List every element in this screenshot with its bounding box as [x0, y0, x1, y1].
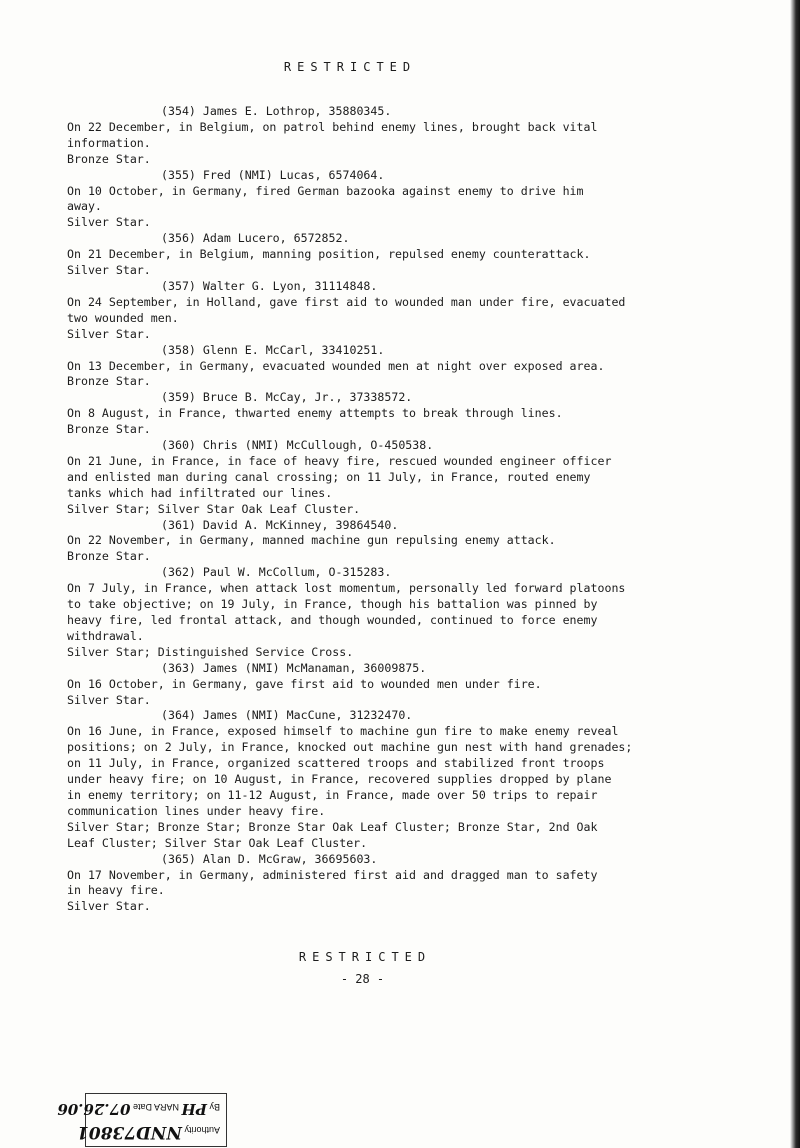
citation-list	[67, 104, 707, 915]
stamp-authority-label: Authority	[184, 1125, 220, 1135]
citation-recipient: (365) Alan D. McGraw, 36695603.	[161, 851, 378, 866]
citation-text-line: and enlisted man during canal crossing; on 11 July, in France, routed enemy	[67, 469, 591, 484]
citation-recipient: (361) David A. McKinney, 39864540.	[161, 517, 399, 532]
citation-text-line: information.	[67, 135, 151, 150]
citation-award: Silver Star.	[67, 215, 151, 230]
page-number: - 28 -	[340, 972, 385, 986]
citation-award: Bronze Star.	[67, 374, 151, 389]
citation-award: Bronze Star.	[67, 549, 151, 564]
citation-entry	[67, 343, 707, 391]
header-classification: RESTRICTED	[283, 60, 417, 74]
citation-award: Silver Star; Distinguished Service Cross.	[67, 644, 354, 659]
citation-text-line: On 22 December, in Belgium, on patrol behind enemy lines, brought back vital	[67, 119, 598, 134]
citation-entry	[67, 565, 707, 660]
citation-text-line: positions; on 2 July, in France, knocked out machine gun nest with hand grenades;	[67, 740, 633, 755]
citation-text-line: On 7 July, in France, when attack lost momentum, personally led forward platoons	[67, 581, 626, 596]
footer-classification: RESTRICTED	[298, 950, 432, 964]
citation-entry	[67, 168, 707, 232]
declassification-stamp	[57, 1093, 227, 1147]
stamp-authority	[77, 1122, 220, 1142]
citation-text-line: on 11 July, in France, organized scattered troops and stabilized front troops	[67, 756, 605, 771]
citation-award: Silver Star; Silver Star Oak Leaf Cluster.	[67, 501, 361, 516]
citation-recipient: (364) James (NMI) MacCune, 31232470.	[161, 708, 413, 723]
stamp-by-value: PH	[181, 1100, 207, 1118]
stamp-nara-label: NARA Date	[132, 1102, 179, 1112]
citation-entry	[67, 390, 707, 438]
citation-entry	[67, 852, 707, 916]
citation-recipient: (359) Bruce B. McCay, Jr., 37338572.	[161, 390, 413, 405]
citation-recipient: (354) James E. Lothrop, 35880345.	[161, 104, 392, 118]
citation-text-line: under heavy fire; on 10 August, in France, recovered supplies dropped by plane	[67, 772, 612, 787]
citation-recipient: (360) Chris (NMI) McCullough, O-450538.	[161, 438, 434, 453]
citation-text-line: to take objective; on 19 July, in France, though his battalion was pinned by	[67, 597, 598, 612]
citation-text-line: heavy fire, led frontal attack, and though wounded, continued to force enemy	[67, 613, 598, 627]
citation-entry	[67, 708, 707, 851]
citation-text-line: On 8 August, in France, thwarted enemy attempts to break through lines.	[67, 406, 563, 421]
citation-recipient: (357) Walter G. Lyon, 31114848.	[161, 278, 378, 293]
citation-text-line: On 16 June, in France, exposed himself to machine gun fire to make enemy reveal	[67, 724, 619, 739]
citation-text-line: On 21 December, in Belgium, manning position, repulsed enemy counterattack.	[67, 247, 591, 262]
citation-recipient: (363) James (NMI) McManaman, 36009875.	[161, 660, 427, 675]
citation-award: Silver Star.	[67, 692, 151, 707]
stamp-authority-value: NND73801	[76, 1122, 182, 1142]
citation-entry	[67, 231, 707, 279]
citation-award: Silver Star.	[67, 899, 151, 914]
citation-text-line: in heavy fire.	[67, 883, 165, 898]
citation-text-line: Silver Star; Bronze Star; Bronze Star Oak Leaf Cluster; Bronze Star, 2nd Oak	[67, 819, 598, 834]
citation-text-line: On 17 November, in Germany, administered first aid and dragged man to safety	[67, 867, 598, 882]
citation-recipient: (358) Glenn E. McCarl, 33410251.	[161, 342, 385, 357]
citation-entry	[67, 279, 707, 343]
citation-text-line: away.	[67, 199, 102, 214]
citation-entry	[67, 104, 707, 168]
citation-award: Leaf Cluster; Silver Star Oak Leaf Cluster.	[67, 835, 368, 850]
citation-entry	[67, 518, 707, 566]
citation-text-line: On 24 September, in Holland, gave first aid to wounded man under fire, evacuated	[67, 294, 626, 309]
citation-recipient: (355) Fred (NMI) Lucas, 6574064.	[161, 167, 385, 182]
citation-entry	[67, 438, 707, 518]
stamp-by-label: By	[209, 1102, 220, 1112]
stamp-by-date	[57, 1100, 220, 1118]
citation-award: Silver Star.	[67, 263, 151, 278]
citation-text-line: On 13 December, in Germany, evacuated wounded men at night over exposed area.	[67, 358, 605, 373]
citation-text-line: On 16 October, in Germany, gave first aid to wounded men under fire.	[67, 676, 542, 691]
citation-text-line: withdrawal.	[67, 628, 144, 643]
citation-entry	[67, 661, 707, 709]
citation-text-line: two wounded men.	[67, 310, 179, 325]
citation-award: Bronze Star.	[67, 422, 151, 437]
citation-text-line: in enemy territory; on 11-12 August, in France, made over 50 trips to repair	[67, 787, 598, 802]
citation-text-line: On 22 November, in Germany, manned machine gun repulsing enemy attack.	[67, 533, 556, 548]
citation-award: Bronze Star.	[67, 151, 151, 166]
citation-text-line: tanks which had infiltrated our lines.	[67, 485, 333, 500]
citation-text-line: communication lines under heavy fire.	[67, 803, 326, 818]
scan-edge	[790, 0, 800, 1148]
citation-recipient: (362) Paul W. McCollum, O-315283.	[161, 565, 392, 580]
citation-text-line: On 10 October, in Germany, fired German bazooka against enemy to drive him	[67, 183, 584, 198]
citation-award: Silver Star.	[67, 326, 151, 341]
stamp-date-value: 07.26.06	[57, 1100, 131, 1118]
citation-recipient: (356) Adam Lucero, 6572852.	[161, 231, 350, 246]
citation-text-line: On 21 June, in France, in face of heavy fire, rescued wounded engineer officer	[67, 453, 612, 468]
